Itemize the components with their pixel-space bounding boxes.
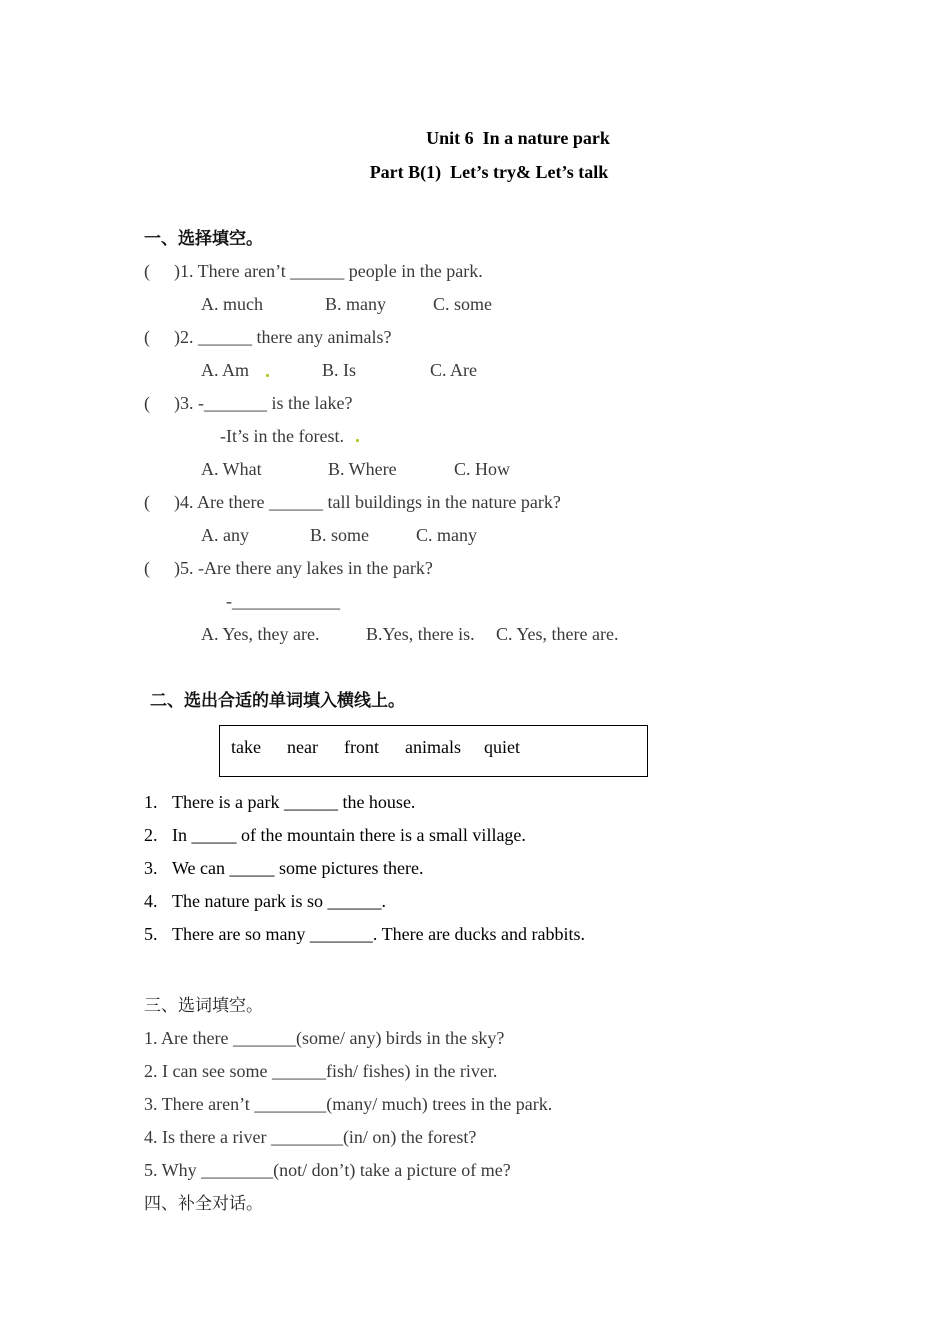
s2-item-1-num: 1.	[144, 792, 158, 812]
q1-option-b: B. many	[325, 294, 386, 314]
s3-item-4: 4. Is there a river ________(in/ on) the forest?	[144, 1127, 477, 1147]
q5-option-a: A. Yes, they are.	[201, 624, 320, 644]
s3-item-2: 2. I can see some ______fish/ fishes) in the river.	[144, 1061, 498, 1081]
q1-stem: )1. There aren’t ______ people in the park.	[174, 261, 483, 281]
s3-item-1: 1. Are there _______(some/ any) birds in the sky?	[144, 1028, 505, 1048]
q2-option-b: B. Is	[322, 360, 357, 380]
q2-stem: )2. ______ there any animals?	[174, 327, 392, 347]
q4-option-c: C. many	[416, 525, 477, 545]
q1-option-a: A. much	[201, 294, 263, 314]
q4-stem: )4. Are there ______ tall buildings in the nature park?	[174, 492, 561, 512]
q5-option-c: C. Yes, there are.	[496, 624, 619, 644]
section-4-heading: 四、补全对话。	[144, 1194, 263, 1214]
page-subtitle: Part B(1) Let’s try& Let’s talk	[369, 162, 609, 182]
section-2-heading: 二、选出合适的单词填入横线上。	[150, 691, 405, 711]
word-bank-item: animals	[405, 737, 461, 757]
q1-paren: (	[144, 261, 150, 281]
s2-item-5-num: 5.	[144, 924, 158, 944]
s2-item-3-num: 3.	[144, 858, 158, 878]
q3-answer-line: -It’s in the forest.	[220, 426, 344, 446]
word-bank-item: front	[344, 737, 379, 757]
s3-item-3: 3. There aren’t ________(many/ much) trees in the park.	[144, 1094, 553, 1114]
word-bank-box	[219, 725, 648, 777]
s3-item-5: 5. Why ________(not/ don’t) take a picture of me?	[144, 1160, 511, 1180]
section-3-heading: 三、选词填空。	[144, 996, 263, 1016]
s2-item-1-text: There is a park ______ the house.	[172, 792, 416, 812]
q5-option-b: B.Yes, there is.	[366, 624, 475, 644]
s2-item-3-text: We can _____ some pictures there.	[172, 858, 424, 878]
q3-option-c: C. How	[454, 459, 511, 479]
page-title: Unit 6 In a nature park	[426, 128, 610, 148]
s2-item-4-num: 4.	[144, 891, 158, 911]
word-bank-item: quiet	[484, 737, 520, 757]
q4-option-a: A. any	[201, 525, 249, 545]
q2-option-c: C. Are	[430, 360, 477, 380]
q3-option-a: A. What	[201, 459, 262, 479]
q5-answer-line: -____________	[226, 591, 340, 611]
section-1-heading: 一、选择填空。	[144, 229, 263, 249]
q5-stem: )5. -Are there any lakes in the park?	[174, 558, 433, 578]
s2-item-2-num: 2.	[144, 825, 158, 845]
word-bank-item: take	[231, 737, 261, 757]
q4-option-b: B. some	[310, 525, 370, 545]
marker-dot	[356, 439, 359, 442]
q2-paren: (	[144, 327, 150, 347]
s2-item-4-text: The nature park is so ______.	[172, 891, 386, 911]
q3-stem: )3. -_______ is the lake?	[174, 393, 353, 413]
word-bank-item: near	[287, 737, 318, 757]
s2-item-2-text: In _____ of the mountain there is a small village.	[172, 825, 526, 845]
marker-dot	[266, 374, 269, 377]
q2-option-a: A. Am	[201, 360, 250, 380]
s2-item-5-text: There are so many _______. There are ducks and rabbits.	[172, 924, 586, 944]
q5-paren: (	[144, 558, 150, 578]
q3-option-b: B. Where	[328, 459, 397, 479]
q1-option-c: C. some	[433, 294, 493, 314]
q4-paren: (	[144, 492, 150, 512]
q3-paren: (	[144, 393, 150, 413]
